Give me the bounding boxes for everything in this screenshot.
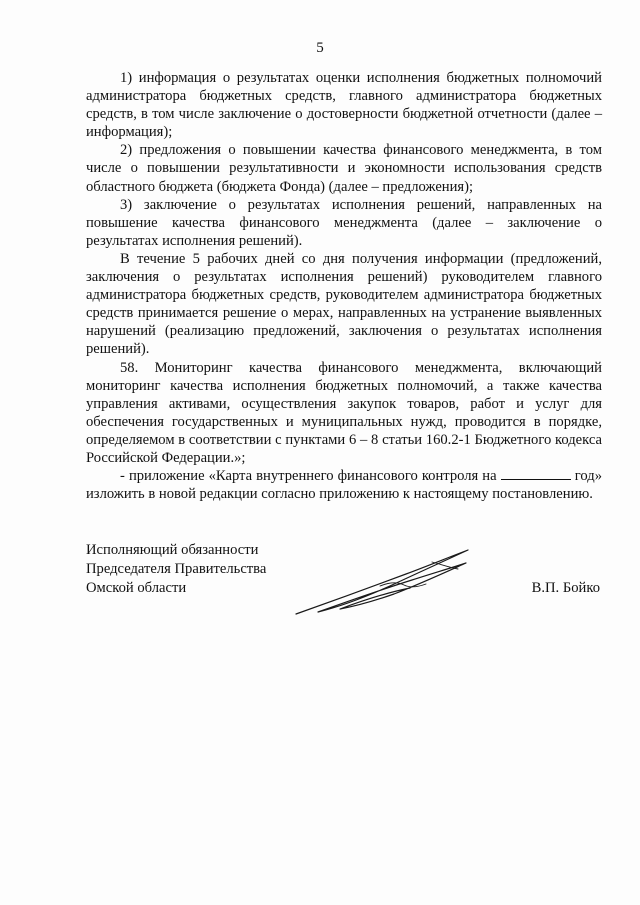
paragraph-proposals: 2) предложения о повышении качества финансового менеджмента, в том числе о повышении результативности и экономности использования средств областного бюджета (бюджета Фонда) (далее – предложения); — [86, 142, 602, 195]
paragraph-conclusion: 3) заключение о результатах исполнения решений, направленных на повышение качества финансового менеджмента (далее – заключение о результатах исполнения решений). — [86, 196, 602, 249]
paragraph-five-days: В течение 5 рабочих дней со дня получения информации (предложений, заключения о результатах исполнения решений) руководителем главного администратора бюджетных средств, руководителем администратора бюджетных средств принимается решение о мерах, направленных на устранение выявленных нарушений (реализацию предложений, заключения о результатах исполнения решений). — [86, 250, 602, 358]
document-body — [86, 69, 602, 503]
signatory-title — [86, 541, 266, 598]
paragraph-item-58: 58. Мониторинг качества финансового менеджмента, включающий мониторинг качества исполнения бюджетных полномочий, а также качества управления активами, осуществления закупок товаров, работ и услуг для обеспечения государственных и муниципальных нужд, проводится в порядке, определяемом в соответствии с пунктами 6 – 8 статьи 160.2-1 Бюджетного кодекса Российской Федерации.»; — [86, 359, 602, 466]
paragraph-information: 1) информация о результатах оценки исполнения бюджетных полномочий администратора бюджетных средств, главного администратора бюджетных средств, в том числе заключение о достоверности бюджетной отчетности (далее – информация); — [86, 70, 602, 141]
handwritten-signature — [282, 542, 482, 620]
appendix-text-end: год» изложить в новой редакции согласно приложению к настоящему постановлению. — [86, 468, 602, 503]
year-blank-line — [501, 467, 571, 480]
paragraph-appendix — [86, 467, 602, 503]
appendix-text-start: - приложение «Карта внутреннего финансового контроля на — [120, 468, 501, 485]
signatory-title-line-3: Омской области — [86, 580, 187, 596]
page-number: 5 — [316, 40, 324, 56]
signer-name: В.П. Бойко — [531, 580, 600, 596]
signatory-title-line-2: Председателя Правительства — [86, 561, 267, 577]
signatory-title-line-1: Исполняющий обязанности — [86, 542, 259, 558]
